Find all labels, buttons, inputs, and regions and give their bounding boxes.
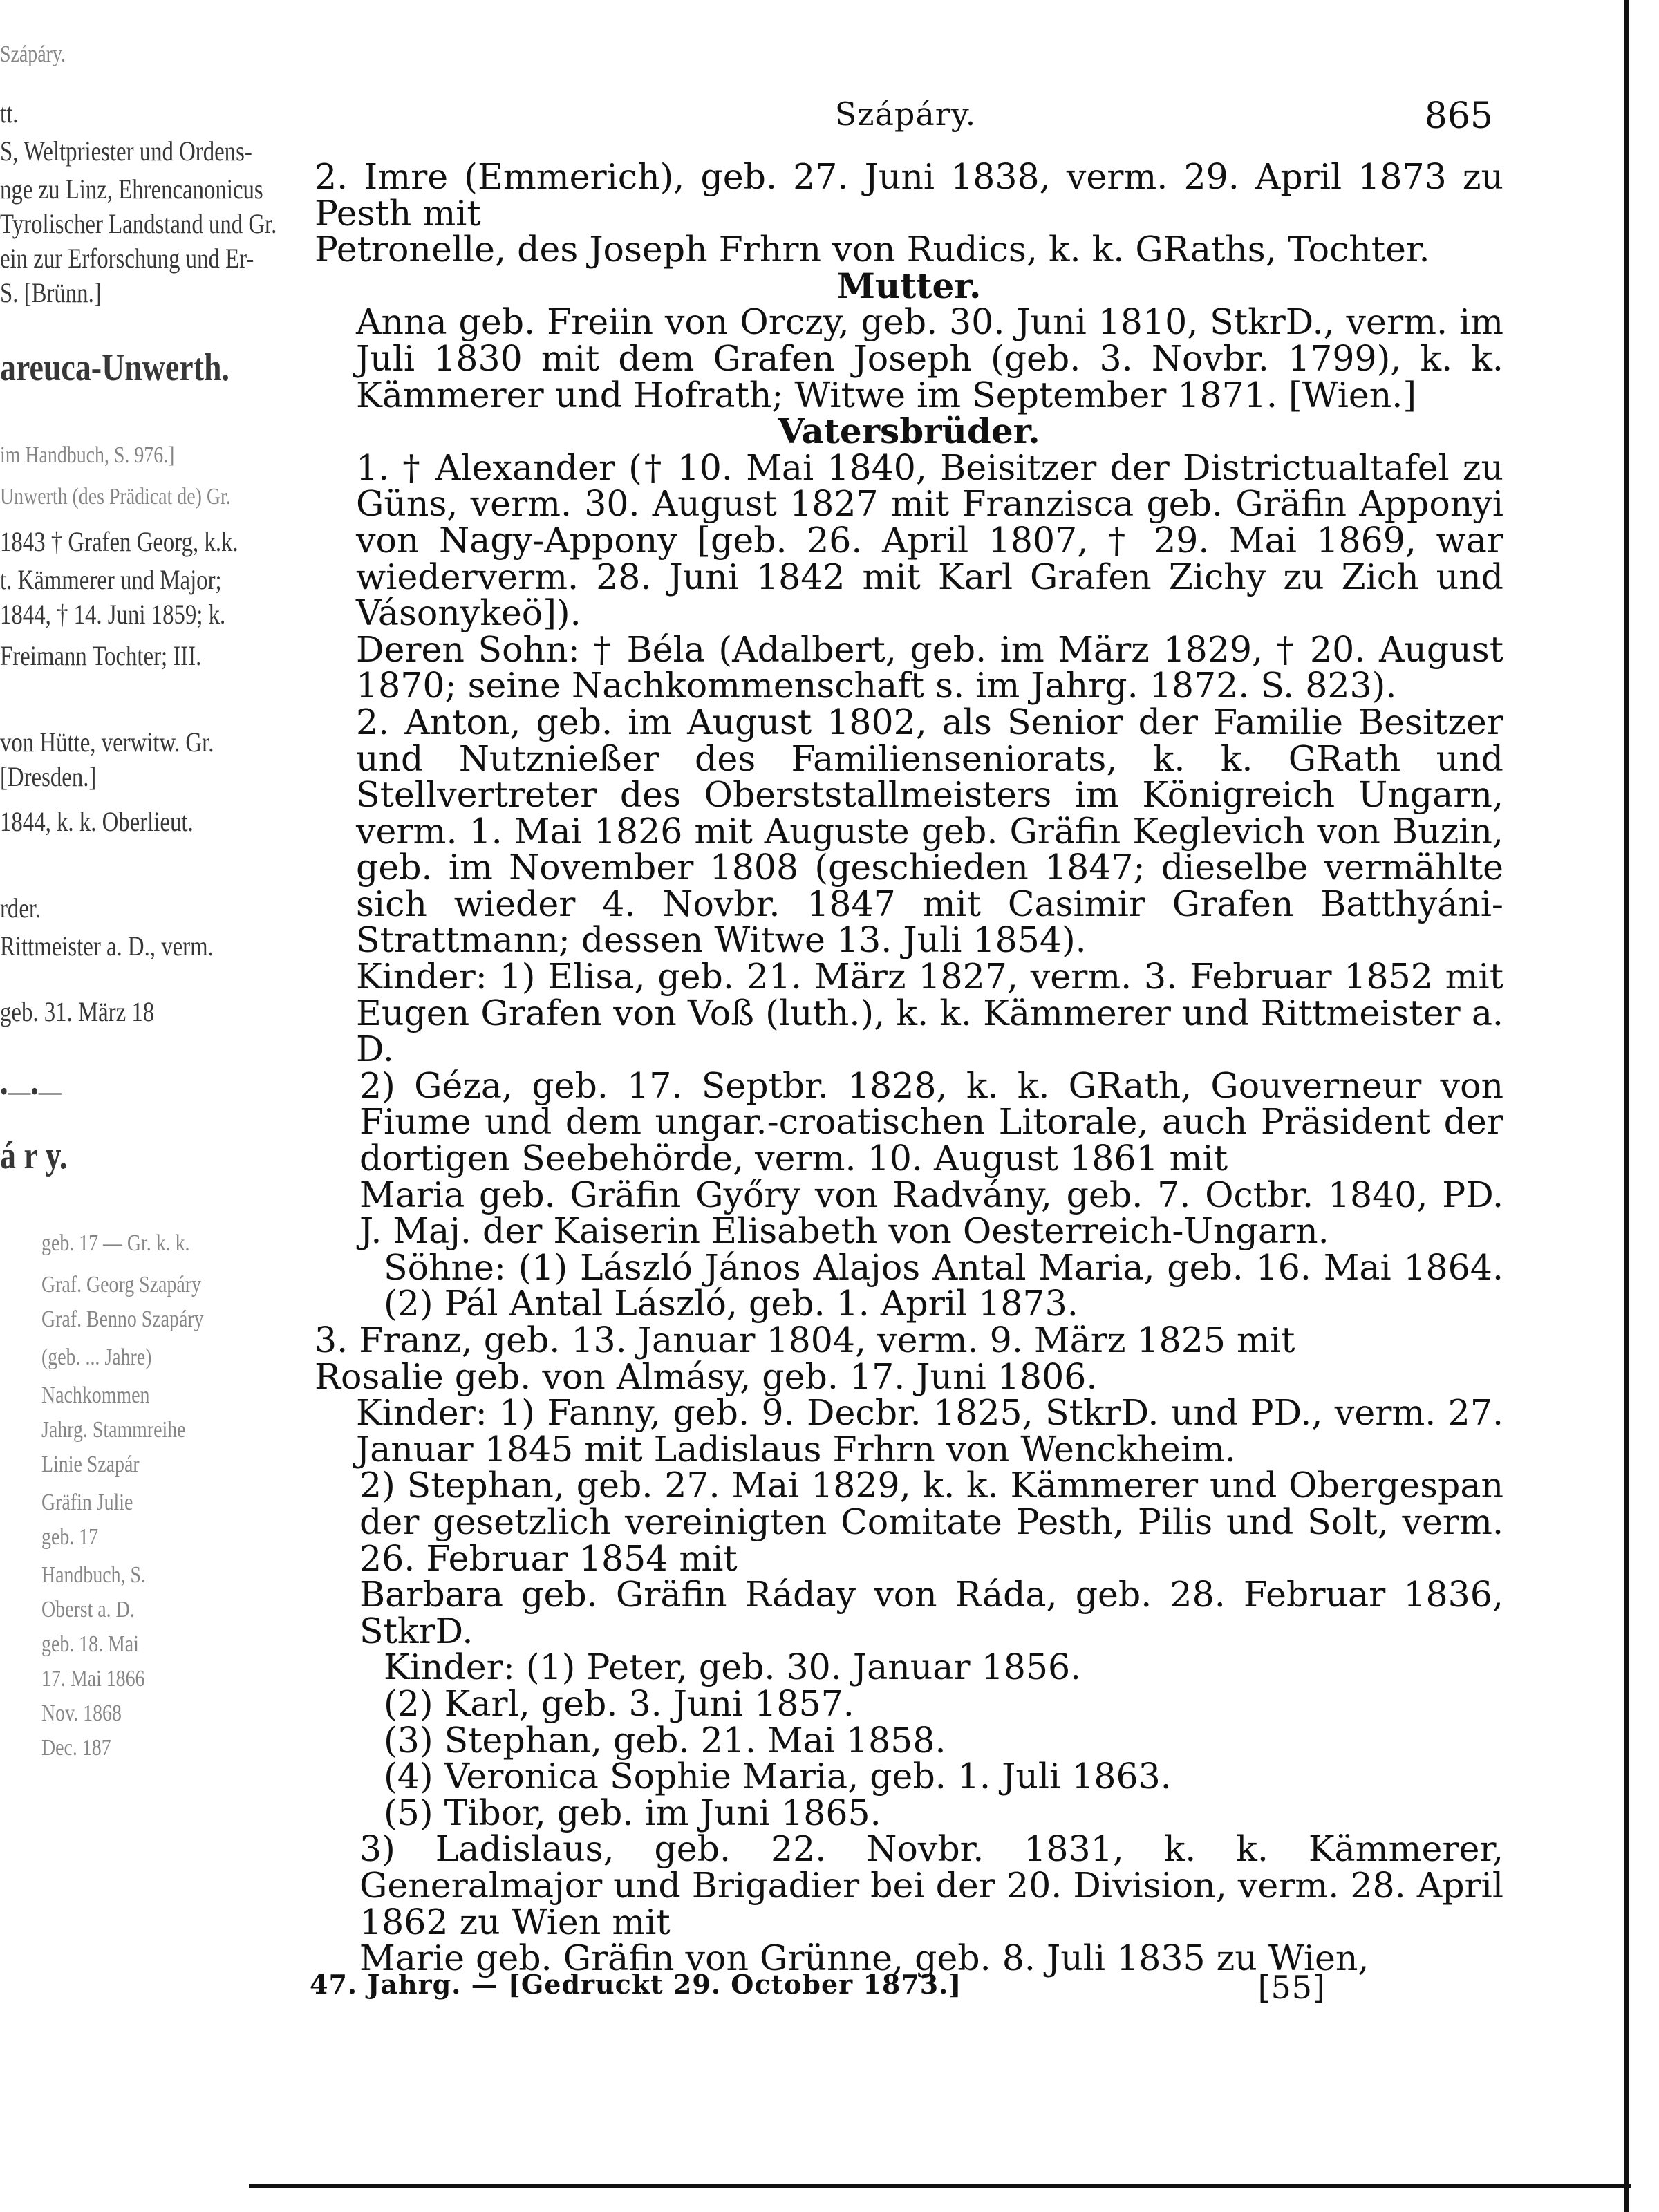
- genealogy-entry: Kinder: (1) Peter, geb. 30. Januar 1856.: [384, 1647, 1082, 1688]
- genealogy-entry: (3) Stephan, geb. 21. Mai 1858.: [384, 1719, 946, 1761]
- section-heading: Mutter.: [836, 265, 982, 306]
- neighbor-text-line: Graf. Georg Szapáry: [41, 1272, 201, 1297]
- genealogy-entry: 2) Stephan, geb. 27. Mai 1829, k. k. Kämmerer und Obergespan der gesetzlich vereinigten Comitate Pesth, Pilis und Solt, verm. 26. Februar 1854 mit: [359, 1465, 1503, 1579]
- neighbor-text-line: Nov. 1868: [41, 1700, 122, 1726]
- genealogy-entry: Petronelle, des Joseph Frhrn von Rudics, k. k. GRaths, Tochter.: [315, 229, 1430, 270]
- genealogy-entry: 1. † Alexander († 10. Mai 1840, Beisitzer der Districtualtafel zu Güns, verm. 30. August 1827 mit Franzisca geb. Gräfin Apponyi von Nagy-Appony [geb. 26. April 1807, † 29. Mai 1869, war wiederverm. 28. Juni 1842 mit Karl Grafen Zichy zu Zich und Vásonykeö]).: [356, 447, 1503, 634]
- neighbor-text-line: 1843 † Grafen Georg, k.k.: [0, 526, 238, 557]
- neighbor-text-line: im Handbuch, S. 976.]: [0, 442, 175, 468]
- genealogy-entry: Marie geb. Gräfin von Grünne, geb. 8. Juli 1835 zu Wien,: [359, 1938, 1369, 1979]
- neighbor-text-line: Unwerth (des Prädicat de) Gr.: [0, 484, 231, 509]
- genealogy-entry: 2. Imre (Emmerich), geb. 27. Juni 1838, verm. 29. April 1873 zu Pesth mit: [315, 156, 1503, 234]
- genealogy-entry: 2) Géza, geb. 17. Septbr. 1828, k. k. GRath, Gouverneur von Fiume und dem ungar.-croatischen Litorale, auch Präsident der dortigen Seebehörde, verm. 10. August 1861 mit: [359, 1065, 1503, 1179]
- neighbor-text-line: geb. 17: [41, 1524, 99, 1550]
- neighbor-text-line: areuca-Unwerth.: [0, 346, 230, 389]
- neighbor-text-line: Jahrg. Stammreihe: [41, 1417, 186, 1443]
- genealogy-entry: Deren Sohn: † Béla (Adalbert, geb. im März 1829, † 20. August 1870; seine Nachkommenschaft s. im Jahrg. 1872. S. 823).: [356, 628, 1503, 706]
- neighbor-text-line: •—•—: [0, 1076, 62, 1107]
- section-heading: Vatersbrüder.: [778, 411, 1040, 452]
- genealogy-entry: (5) Tibor, geb. im Juni 1865.: [384, 1792, 881, 1833]
- neighbor-text-line: Linie Szapár: [41, 1452, 140, 1477]
- neighbor-text-line: 17. Mai 1866: [41, 1666, 145, 1691]
- genealogy-entry: Maria geb. Gräfin Győry von Radvány, geb. 7. Octbr. 1840, PD. J. Maj. der Kaiserin Elisabeth von Oesterreich-Ungarn.: [359, 1174, 1503, 1252]
- neighbor-text-line: Freimann Tochter; III.: [0, 640, 202, 671]
- genealogy-entry: 2. Anton, geb. im August 1802, als Senior der Familie Besitzer und Nutznießer des Familienseniorats, k. k. GRath und Stellvertreter des Oberststallmeisters im Königreich Ungarn, verm. 1. Mai 1826 mit Auguste geb. Gräfin Keglevich von Buzin, geb. im November 1808 (geschieden 1847; dieselbe vermählte sich wieder 4. Novbr. 1847 mit Casimir Grafen Batthyáni-Strattmann; dessen Witwe 13. Juli 1854).: [356, 701, 1503, 961]
- neighbor-text-line: Nachkommen: [41, 1382, 150, 1408]
- page-title: Szápáry.: [834, 95, 977, 133]
- neighbor-page-fragment: [0, 0, 277, 2074]
- neighbor-text-line: geb. 18. Mai: [41, 1631, 139, 1657]
- neighbor-text-line: á r y.: [0, 1134, 68, 1177]
- sheet-signature: [55]: [1257, 1969, 1326, 2006]
- neighbor-text-line: S. [Brünn.]: [0, 277, 102, 308]
- neighbor-text-line: t. Kämmerer und Major;: [0, 564, 222, 595]
- neighbor-text-line: geb. 17 — Gr. k. k.: [41, 1230, 190, 1256]
- print-note: 47. Jahrg. — [Gedruckt 29. October 1873.]: [310, 1969, 962, 2000]
- neighbor-text-line: geb. 31. März 18: [0, 996, 155, 1027]
- neighbor-text-line: Gräfin Julie: [41, 1490, 133, 1515]
- page-body: [315, 156, 1503, 1979]
- neighbor-text-line: Graf. Benno Szapáry: [41, 1306, 204, 1332]
- page-number: 865: [1424, 95, 1493, 137]
- neighbor-text-line: nge zu Linz, Ehrencanonicus: [0, 174, 263, 205]
- genealogy-entry: 3. Franz, geb. 13. Januar 1804, verm. 9. März 1825 mit: [315, 1320, 1295, 1360]
- genealogy-entry: Anna geb. Freiin von Orczy, geb. 30. Juni 1810, StkrD., verm. im Juli 1830 mit dem Grafen Joseph (geb. 3. Novbr. 1799), k. k. Kämmerer und Hofrath; Witwe im September 1871. [Wien.]: [356, 301, 1503, 415]
- neighbor-text-line: von Hütte, verwitw. Gr.: [0, 727, 214, 758]
- neighbor-text-line: [Dresden.]: [0, 761, 97, 792]
- neighbor-text-line: Oberst a. D.: [41, 1597, 135, 1622]
- genealogy-entry: Kinder: 1) Fanny, geb. 9. Decbr. 1825, StkrD. und PD., verm. 27. Januar 1845 mit Ladislaus Frhrn von Wenckheim.: [356, 1392, 1503, 1470]
- page-header: [318, 95, 1493, 144]
- neighbor-text-line: rder.: [0, 892, 41, 924]
- neighbor-text-line: Rittmeister a. D., verm.: [0, 930, 214, 962]
- genealogy-entry: Söhne: (1) László János Alajos Antal Maria, geb. 16. Mai 1864. (2) Pál Antal László, geb. 1. April 1873.: [384, 1246, 1503, 1324]
- page-footer: [310, 1969, 1326, 2006]
- scan-border-right: [1624, 0, 1629, 2212]
- neighbor-text-line: S, Weltpriester und Ordens-: [0, 135, 252, 167]
- neighbor-text-line: 1844, † 14. Juni 1859; k.: [0, 599, 226, 630]
- neighbor-text-line: (geb. ... Jahre): [41, 1344, 152, 1370]
- genealogy-entry: (4) Veronica Sophie Maria, geb. 1. Juli 1863.: [384, 1756, 1172, 1797]
- scan-border-bottom: [249, 2184, 1631, 2188]
- genealogy-entry: Barbara geb. Gräfin Ráday von Ráda, geb. 28. Februar 1836, StkrD.: [359, 1574, 1503, 1651]
- genealogy-entry: (2) Karl, geb. 3. Juni 1857.: [384, 1683, 854, 1724]
- genealogy-entry: Kinder: 1) Elisa, geb. 21. März 1827, verm. 3. Februar 1852 mit Eugen Grafen von Voß (luth.), k. k. Kämmerer und Rittmeister a. D.: [356, 956, 1503, 1070]
- neighbor-text-line: tt.: [0, 97, 19, 129]
- neighbor-text-line: 1844, k. k. Oberlieut.: [0, 806, 194, 837]
- neighbor-text-line: Handbuch, S.: [41, 1562, 147, 1588]
- neighbor-text-line: Tyrolischer Landstand und Gr.: [0, 208, 277, 239]
- genealogy-entry: 3) Ladislaus, geb. 22. Novbr. 1831, k. k. Kämmerer, Generalmajor und Brigadier bei der 20. Division, verm. 28. April 1862 zu Wien mit: [359, 1828, 1503, 1942]
- neighbor-text-line: Dec. 187: [41, 1735, 111, 1761]
- neighbor-text-line: ein zur Erforschung und Er-: [0, 243, 254, 274]
- genealogy-entry: Rosalie geb. von Almásy, geb. 17. Juni 1806.: [315, 1356, 1098, 1397]
- neighbor-text-line: Szápáry.: [0, 41, 66, 67]
